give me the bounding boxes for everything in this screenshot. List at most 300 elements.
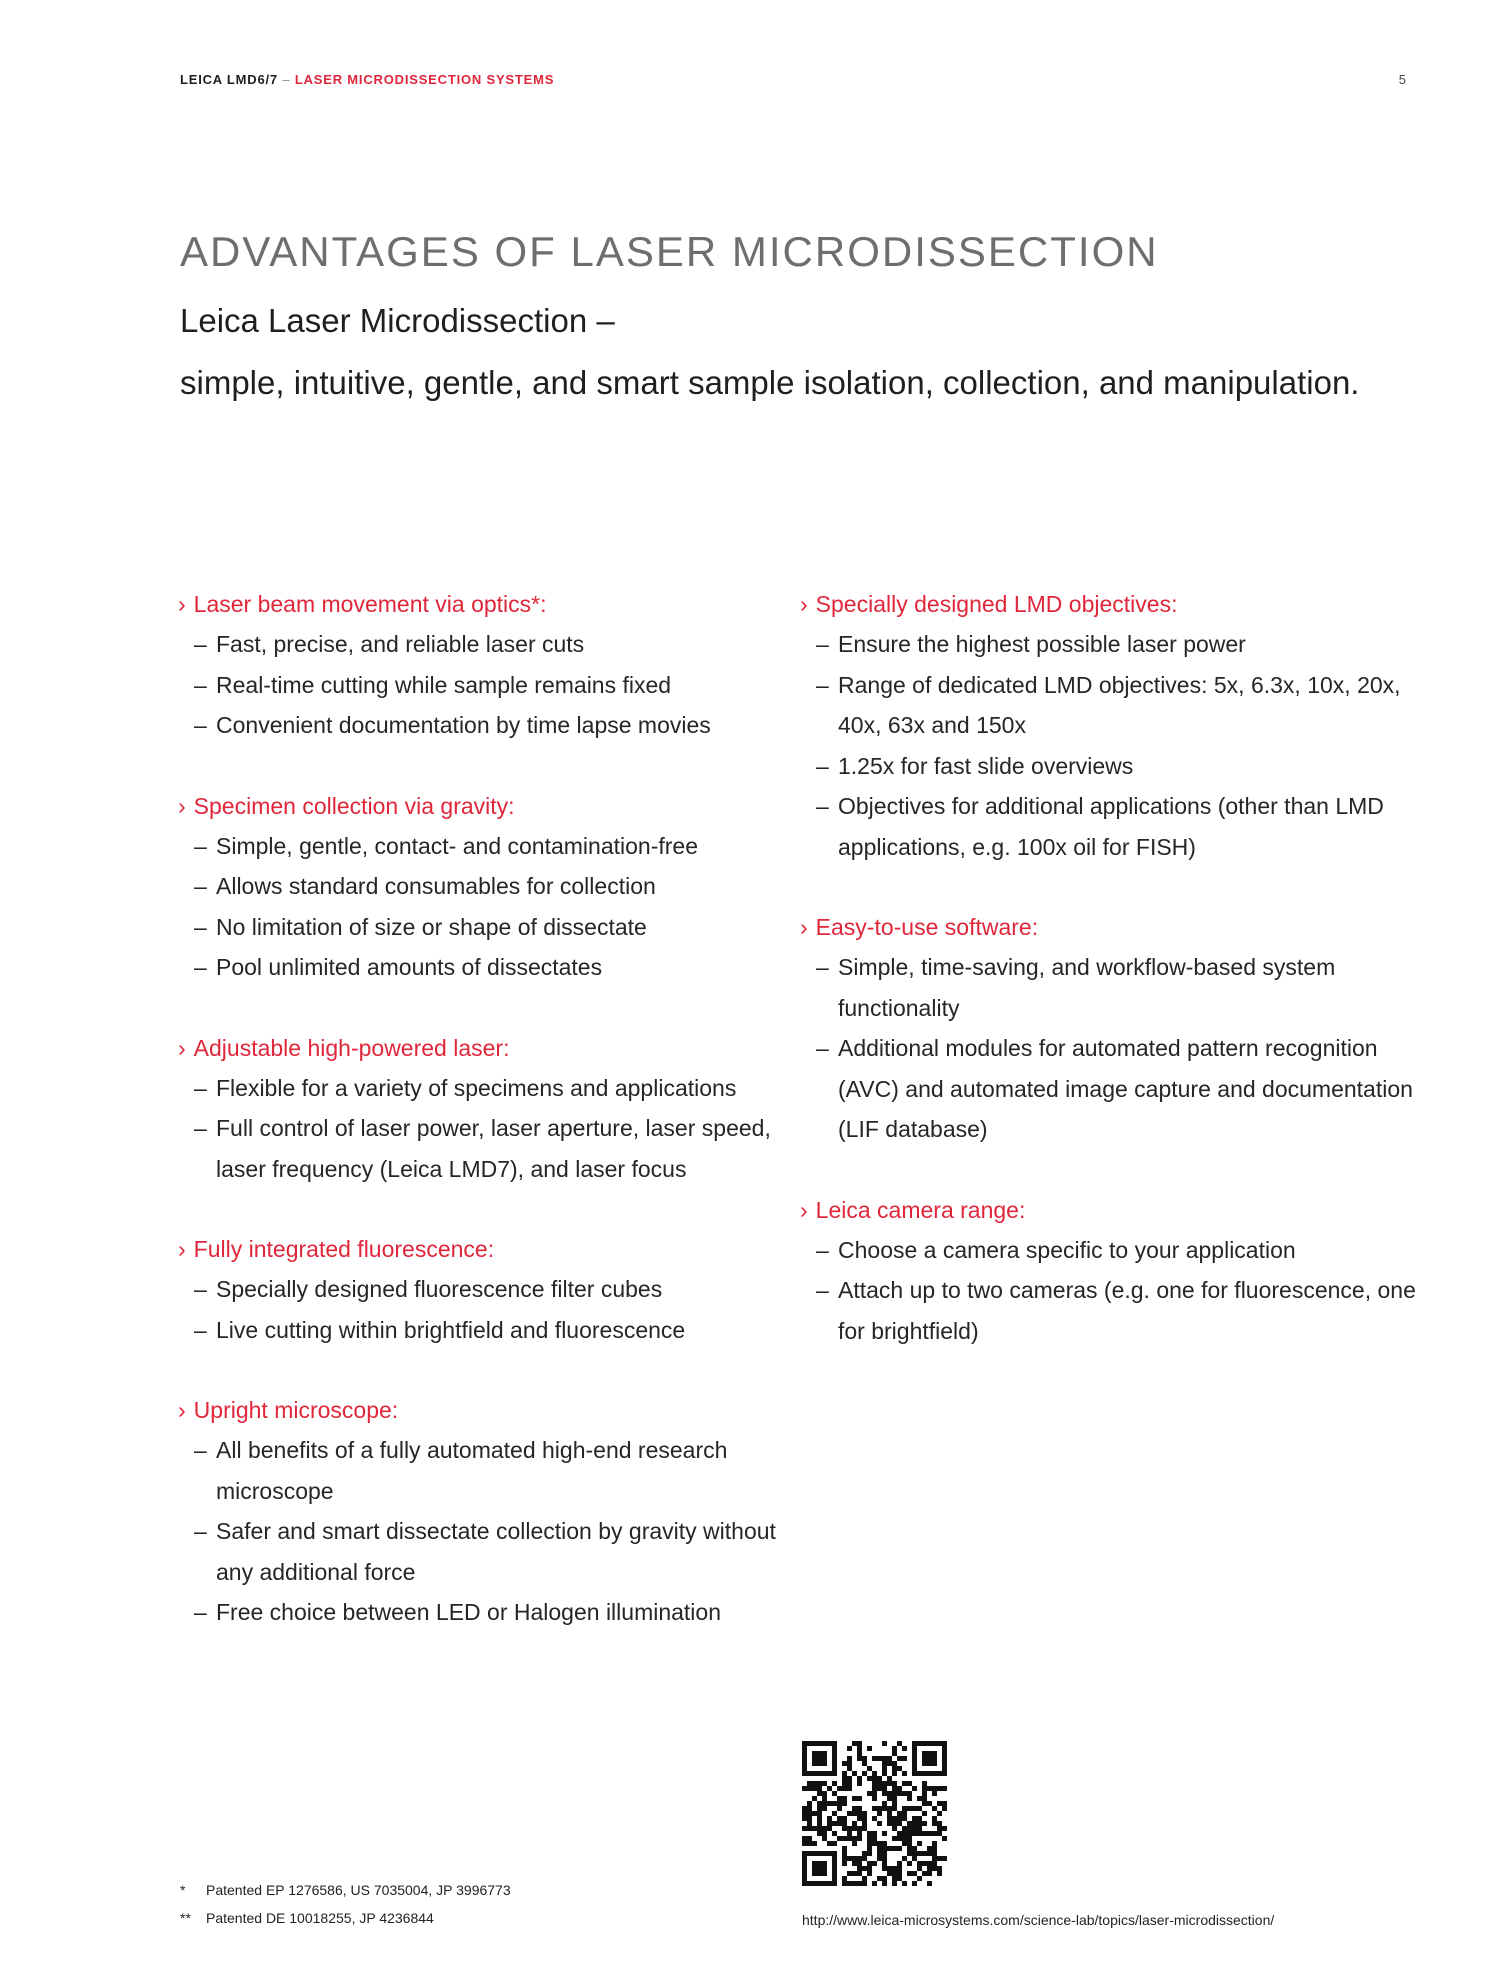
qr-module bbox=[817, 1826, 822, 1831]
section-title-text: Adjustable high-powered laser: bbox=[193, 1034, 510, 1061]
qr-module bbox=[832, 1821, 837, 1826]
qr-module bbox=[847, 1786, 852, 1791]
footnote bbox=[180, 1904, 511, 1932]
qr-module bbox=[912, 1756, 917, 1761]
qr-module bbox=[887, 1761, 892, 1766]
qr-module bbox=[917, 1741, 922, 1746]
page-number: 5 bbox=[1398, 72, 1406, 87]
qr-module bbox=[857, 1856, 862, 1861]
qr-module bbox=[892, 1751, 897, 1756]
feature-section bbox=[800, 907, 1420, 1150]
qr-module bbox=[812, 1866, 817, 1871]
qr-module bbox=[802, 1841, 807, 1846]
qr-module bbox=[882, 1831, 887, 1836]
qr-module bbox=[842, 1801, 847, 1806]
qr-module bbox=[927, 1866, 932, 1871]
qr-module bbox=[912, 1871, 917, 1876]
qr-module bbox=[897, 1846, 902, 1851]
list-item bbox=[800, 1028, 1420, 1150]
section-title-text: Laser beam movement via optics*: bbox=[193, 591, 547, 617]
qr-module bbox=[902, 1756, 907, 1761]
section-title-text: Fully integrated fluorescence: bbox=[193, 1236, 495, 1262]
qr-module bbox=[847, 1756, 852, 1761]
qr-module bbox=[862, 1761, 867, 1766]
qr-module bbox=[882, 1851, 887, 1856]
section-title bbox=[178, 786, 778, 826]
list-item-text: Live cutting within brightfield and fluorescence bbox=[216, 1316, 686, 1343]
list-item-text: Simple, time-saving, and workflow-based system functionality bbox=[838, 954, 1336, 1021]
qr-module bbox=[857, 1831, 862, 1836]
qr-module bbox=[817, 1786, 822, 1791]
qr-module bbox=[932, 1771, 937, 1776]
dash-icon: – bbox=[816, 1236, 829, 1263]
list-item-text: Fast, precise, and reliable laser cuts bbox=[216, 631, 585, 657]
qr-module bbox=[817, 1851, 822, 1856]
qr-module bbox=[922, 1811, 927, 1816]
footnote-mark: ** bbox=[180, 1910, 191, 1926]
qr-module bbox=[897, 1741, 902, 1746]
chevron-right-icon: › bbox=[178, 591, 186, 617]
section-title bbox=[178, 584, 778, 624]
qr-module bbox=[887, 1791, 892, 1796]
qr-module bbox=[892, 1771, 897, 1776]
qr-module bbox=[897, 1866, 902, 1871]
chevron-right-icon: › bbox=[178, 1236, 186, 1262]
qr-module bbox=[842, 1786, 847, 1791]
qr-module bbox=[827, 1851, 832, 1856]
qr-module bbox=[907, 1821, 912, 1826]
qr-module bbox=[872, 1776, 877, 1781]
qr-module bbox=[842, 1781, 847, 1786]
qr-module bbox=[897, 1861, 902, 1866]
qr-module bbox=[872, 1816, 877, 1821]
list-item-text: Range of dedicated LMD objectives: 5x, 6.3x, 10x, 20x, 40x, 63x and 150x bbox=[838, 671, 1401, 738]
dash-icon: – bbox=[194, 631, 207, 657]
header-brand: LEICA LMD6/7 bbox=[180, 72, 278, 87]
qr-module bbox=[802, 1871, 807, 1876]
qr-module bbox=[917, 1816, 922, 1821]
qr-module bbox=[832, 1851, 837, 1856]
qr-module bbox=[832, 1856, 837, 1861]
qr-module bbox=[852, 1881, 857, 1886]
qr-module bbox=[927, 1801, 932, 1806]
qr-module bbox=[802, 1806, 807, 1811]
qr-module bbox=[877, 1781, 882, 1786]
qr-module bbox=[922, 1861, 927, 1866]
qr-module bbox=[852, 1811, 857, 1816]
qr-module bbox=[882, 1876, 887, 1881]
qr-module bbox=[857, 1751, 862, 1756]
qr-module bbox=[937, 1741, 942, 1746]
qr-module bbox=[932, 1741, 937, 1746]
qr-module bbox=[837, 1816, 842, 1821]
qr-module bbox=[892, 1786, 897, 1791]
qr-module bbox=[902, 1841, 907, 1846]
footnote-text: Patented EP 1276586, US 7035004, JP 3996773 bbox=[206, 1882, 511, 1898]
qr-module bbox=[842, 1796, 847, 1801]
page-title: ADVANTAGES OF LASER MICRODISSECTION bbox=[180, 228, 1159, 275]
qr-module bbox=[922, 1756, 927, 1761]
qr-module bbox=[882, 1771, 887, 1776]
qr-module bbox=[817, 1866, 822, 1871]
qr-module bbox=[882, 1846, 887, 1851]
qr-module bbox=[802, 1771, 807, 1776]
list-item-text: Convenient documentation by time lapse movies bbox=[216, 712, 711, 738]
feature-list bbox=[800, 624, 1420, 867]
qr-module bbox=[837, 1796, 842, 1801]
qr-module bbox=[832, 1791, 837, 1796]
qr-module bbox=[817, 1761, 822, 1766]
qr-module bbox=[877, 1846, 882, 1851]
qr-module bbox=[922, 1781, 927, 1786]
dash-icon: – bbox=[816, 1035, 829, 1061]
list-item-text: Specially designed fluorescence filter cubes bbox=[216, 1276, 663, 1302]
qr-module bbox=[907, 1836, 912, 1841]
qr-module bbox=[892, 1791, 897, 1796]
qr-module bbox=[872, 1791, 877, 1796]
qr-module bbox=[897, 1791, 902, 1796]
qr-module bbox=[832, 1781, 837, 1786]
qr-module bbox=[942, 1826, 947, 1831]
qr-module bbox=[802, 1756, 807, 1761]
qr-module bbox=[822, 1781, 827, 1786]
chevron-right-icon: › bbox=[178, 1034, 186, 1061]
qr-module bbox=[807, 1881, 812, 1886]
qr-module bbox=[902, 1836, 907, 1841]
qr-module bbox=[822, 1806, 827, 1811]
qr-module bbox=[892, 1746, 897, 1751]
qr-module bbox=[932, 1786, 937, 1791]
qr-module bbox=[892, 1871, 897, 1876]
qr-module bbox=[882, 1801, 887, 1806]
dash-icon: – bbox=[194, 1437, 207, 1463]
list-item bbox=[178, 1430, 778, 1511]
section-title-text: Upright microscope: bbox=[193, 1397, 399, 1423]
qr-module bbox=[847, 1761, 852, 1766]
qr-module bbox=[872, 1786, 877, 1791]
qr-module bbox=[802, 1866, 807, 1871]
qr-module bbox=[802, 1816, 807, 1821]
qr-module bbox=[912, 1741, 917, 1746]
running-header bbox=[180, 72, 554, 87]
qr-module bbox=[832, 1831, 837, 1836]
qr-module bbox=[882, 1881, 887, 1886]
qr-module bbox=[907, 1831, 912, 1836]
qr-module bbox=[832, 1871, 837, 1876]
qr-module bbox=[927, 1751, 932, 1756]
qr-module bbox=[882, 1786, 887, 1791]
qr-module bbox=[837, 1836, 842, 1841]
qr-module bbox=[877, 1851, 882, 1856]
qr-module bbox=[887, 1776, 892, 1781]
qr-module bbox=[812, 1771, 817, 1776]
qr-module bbox=[802, 1811, 807, 1816]
qr-module bbox=[922, 1761, 927, 1766]
qr-module bbox=[857, 1881, 862, 1886]
qr-module bbox=[887, 1756, 892, 1761]
qr-module bbox=[862, 1876, 867, 1881]
qr-module bbox=[867, 1791, 872, 1796]
list-item-text: Pool unlimited amounts of dissectates bbox=[216, 954, 603, 980]
qr-module bbox=[927, 1851, 932, 1856]
qr-module bbox=[857, 1871, 862, 1876]
qr-module bbox=[852, 1806, 857, 1811]
qr-module bbox=[802, 1746, 807, 1751]
qr-module bbox=[887, 1846, 892, 1851]
qr-module bbox=[902, 1771, 907, 1776]
list-item-text: Full control of laser power, laser aperture, laser speed, laser frequency (Leica LMD7), and laser focus bbox=[216, 1115, 771, 1182]
qr-module bbox=[922, 1751, 927, 1756]
qr-module bbox=[912, 1786, 917, 1791]
qr-module bbox=[862, 1881, 867, 1886]
qr-module bbox=[907, 1781, 912, 1786]
qr-module bbox=[857, 1756, 862, 1761]
qr-module bbox=[882, 1806, 887, 1811]
qr-module bbox=[942, 1746, 947, 1751]
qr-module bbox=[822, 1866, 827, 1871]
qr-module bbox=[912, 1746, 917, 1751]
qr-module bbox=[802, 1761, 807, 1766]
qr-module bbox=[912, 1831, 917, 1836]
qr-module bbox=[872, 1841, 877, 1846]
qr-module bbox=[872, 1881, 877, 1886]
qr-module bbox=[937, 1831, 942, 1836]
qr-module bbox=[907, 1806, 912, 1811]
qr-module bbox=[942, 1751, 947, 1756]
qr-module bbox=[902, 1831, 907, 1836]
qr-module bbox=[892, 1766, 897, 1771]
dash-icon: – bbox=[816, 954, 829, 980]
qr-module bbox=[812, 1871, 817, 1876]
qr-module bbox=[832, 1801, 837, 1806]
qr-module bbox=[902, 1856, 907, 1861]
qr-module bbox=[857, 1781, 862, 1786]
qr-module bbox=[822, 1796, 827, 1801]
list-item bbox=[800, 1270, 1420, 1351]
qr-module bbox=[912, 1761, 917, 1766]
qr-module bbox=[892, 1816, 897, 1821]
qr-module bbox=[932, 1861, 937, 1866]
qr-module bbox=[902, 1746, 907, 1751]
qr-module bbox=[842, 1836, 847, 1841]
qr-module bbox=[877, 1806, 882, 1811]
qr-module bbox=[867, 1746, 872, 1751]
qr-module bbox=[817, 1881, 822, 1886]
feature-section bbox=[178, 1028, 778, 1190]
qr-module bbox=[857, 1811, 862, 1816]
qr-module bbox=[892, 1866, 897, 1871]
dash-icon: – bbox=[194, 954, 207, 980]
qr-module bbox=[842, 1846, 847, 1851]
qr-module bbox=[862, 1756, 867, 1761]
qr-module bbox=[842, 1856, 847, 1861]
dash-icon: – bbox=[816, 631, 829, 657]
list-item bbox=[178, 1310, 778, 1351]
qr-module bbox=[932, 1841, 937, 1846]
list-item bbox=[178, 1108, 778, 1189]
qr-module bbox=[897, 1816, 902, 1821]
list-item bbox=[178, 1511, 778, 1592]
qr-module bbox=[922, 1771, 927, 1776]
qr-module bbox=[892, 1801, 897, 1806]
qr-module bbox=[887, 1806, 892, 1811]
list-item bbox=[178, 866, 778, 907]
qr-module bbox=[897, 1811, 902, 1816]
qr-module bbox=[902, 1791, 907, 1796]
qr-module bbox=[822, 1831, 827, 1836]
qr-module bbox=[852, 1741, 857, 1746]
qr-module bbox=[917, 1866, 922, 1871]
qr-module bbox=[862, 1826, 867, 1831]
qr-module bbox=[942, 1806, 947, 1811]
feature-list bbox=[178, 1068, 778, 1190]
qr-module bbox=[812, 1786, 817, 1791]
qr-module bbox=[812, 1761, 817, 1766]
qr-module bbox=[942, 1761, 947, 1766]
qr-module bbox=[922, 1851, 927, 1856]
qr-module bbox=[902, 1781, 907, 1786]
header-separator: – bbox=[277, 72, 295, 87]
qr-module bbox=[807, 1786, 812, 1791]
left-column bbox=[178, 584, 778, 1673]
chevron-right-icon: › bbox=[800, 914, 808, 940]
qr-module bbox=[807, 1816, 812, 1821]
reference-url[interactable]: http://www.leica-microsystems.com/science-lab/topics/laser-microdissection/ bbox=[802, 1912, 1275, 1928]
qr-module bbox=[887, 1866, 892, 1871]
qr-module bbox=[802, 1826, 807, 1831]
qr-module bbox=[817, 1861, 822, 1866]
qr-module bbox=[927, 1871, 932, 1876]
qr-module bbox=[882, 1756, 887, 1761]
qr-module bbox=[942, 1771, 947, 1776]
feature-list bbox=[178, 1430, 778, 1633]
qr-module bbox=[907, 1846, 912, 1851]
qr-module bbox=[802, 1881, 807, 1886]
qr-module bbox=[882, 1861, 887, 1866]
qr-module bbox=[897, 1836, 902, 1841]
qr-module bbox=[867, 1851, 872, 1856]
qr-module bbox=[902, 1881, 907, 1886]
subtitle-line-1: Leica Laser Microdissection – bbox=[180, 302, 615, 339]
feature-section bbox=[800, 1190, 1420, 1352]
qr-module bbox=[822, 1871, 827, 1876]
qr-module bbox=[857, 1836, 862, 1841]
qr-module bbox=[867, 1871, 872, 1876]
qr-module bbox=[892, 1846, 897, 1851]
list-item bbox=[178, 624, 778, 665]
qr-module bbox=[867, 1841, 872, 1846]
footnote-mark: * bbox=[180, 1882, 186, 1898]
qr-module bbox=[877, 1786, 882, 1791]
qr-module bbox=[867, 1836, 872, 1841]
qr-module bbox=[827, 1801, 832, 1806]
qr-module bbox=[832, 1866, 837, 1871]
qr-module bbox=[912, 1806, 917, 1811]
qr-module bbox=[897, 1871, 902, 1876]
section-title-text: Easy-to-use software: bbox=[815, 914, 1039, 940]
qr-module bbox=[847, 1811, 852, 1816]
qr-module bbox=[932, 1751, 937, 1756]
section-title bbox=[800, 584, 1420, 624]
qr-module bbox=[927, 1761, 932, 1766]
qr-module bbox=[872, 1781, 877, 1786]
qr-module bbox=[852, 1826, 857, 1831]
qr-module bbox=[867, 1766, 872, 1771]
chevron-right-icon: › bbox=[800, 1196, 808, 1223]
qr-module bbox=[932, 1791, 937, 1796]
chevron-right-icon: › bbox=[178, 792, 186, 819]
qr-module bbox=[887, 1811, 892, 1816]
qr-module bbox=[917, 1831, 922, 1836]
qr-module bbox=[887, 1871, 892, 1876]
qr-module bbox=[847, 1776, 852, 1781]
list-item-text: Additional modules for automated pattern recognition (AVC) and automated image capture and documentation (LIF database) bbox=[838, 1035, 1413, 1142]
qr-module bbox=[917, 1851, 922, 1856]
qr-module bbox=[942, 1756, 947, 1761]
qr-module bbox=[857, 1746, 862, 1751]
qr-module bbox=[897, 1786, 902, 1791]
qr-module bbox=[927, 1786, 932, 1791]
list-item-text: Real-time cutting while sample remains fixed bbox=[216, 671, 672, 698]
qr-module bbox=[807, 1801, 812, 1806]
qr-module bbox=[822, 1771, 827, 1776]
qr-module bbox=[922, 1871, 927, 1876]
list-item-text: Attach up to two cameras (e.g. one for fluorescence, one for brightfield) bbox=[838, 1277, 1416, 1344]
qr-module bbox=[892, 1876, 897, 1881]
list-item bbox=[178, 947, 778, 988]
qr-module bbox=[902, 1806, 907, 1811]
qr-module bbox=[827, 1741, 832, 1746]
qr-module bbox=[817, 1756, 822, 1761]
qr-module bbox=[802, 1851, 807, 1856]
list-item bbox=[178, 1269, 778, 1310]
qr-module bbox=[812, 1741, 817, 1746]
qr-module bbox=[812, 1841, 817, 1846]
qr-module bbox=[882, 1766, 887, 1771]
qr-module bbox=[822, 1881, 827, 1886]
footnote bbox=[180, 1876, 511, 1904]
qr-module bbox=[937, 1811, 942, 1816]
qr-module bbox=[802, 1856, 807, 1861]
qr-module bbox=[857, 1796, 862, 1801]
qr-module bbox=[937, 1871, 942, 1876]
qr-module bbox=[932, 1806, 937, 1811]
qr-module bbox=[832, 1881, 837, 1886]
qr-module bbox=[832, 1841, 837, 1846]
qr-module bbox=[942, 1801, 947, 1806]
qr-module bbox=[907, 1871, 912, 1876]
feature-list bbox=[178, 826, 778, 988]
qr-module bbox=[917, 1821, 922, 1826]
dash-icon: – bbox=[194, 671, 207, 698]
chevron-right-icon: › bbox=[800, 591, 808, 617]
qr-module bbox=[872, 1831, 877, 1836]
qr-module bbox=[892, 1781, 897, 1786]
qr-module bbox=[832, 1756, 837, 1761]
list-item-text: Safer and smart dissectate collection by gravity without any additional force bbox=[216, 1518, 776, 1585]
qr-module bbox=[932, 1866, 937, 1871]
section-title bbox=[800, 1190, 1420, 1230]
section-title-text: Leica camera range: bbox=[815, 1196, 1026, 1223]
list-item bbox=[800, 665, 1420, 746]
qr-module bbox=[922, 1821, 927, 1826]
qr-module bbox=[842, 1761, 847, 1766]
qr-module bbox=[857, 1826, 862, 1831]
qr-module bbox=[887, 1796, 892, 1801]
qr-module bbox=[912, 1766, 917, 1771]
qr-module bbox=[822, 1801, 827, 1806]
qr-module bbox=[837, 1806, 842, 1811]
